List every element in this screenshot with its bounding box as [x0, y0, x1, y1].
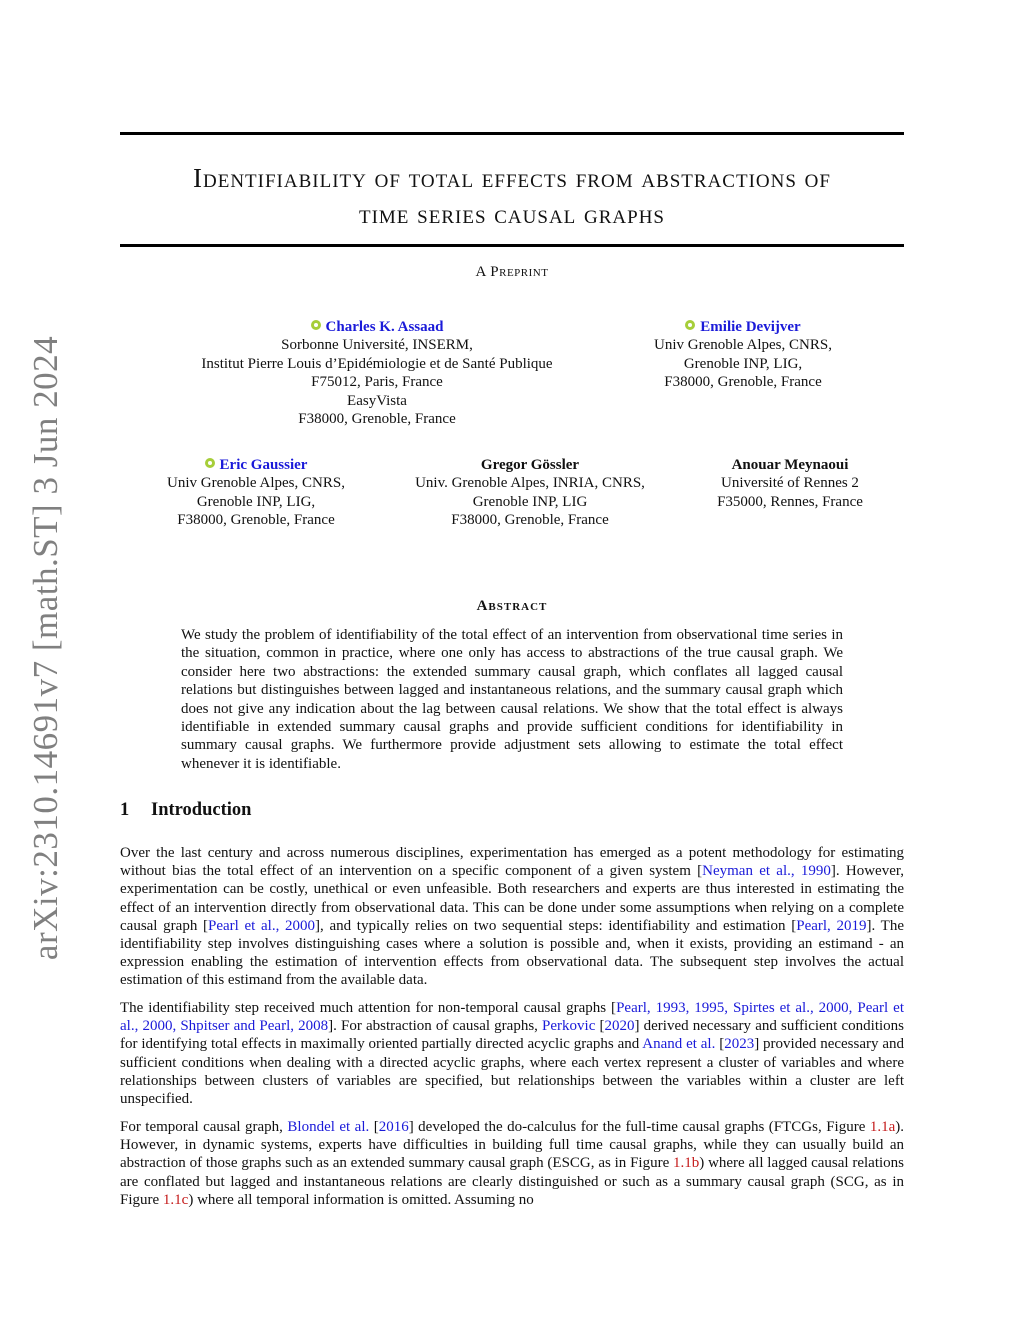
author-name-link[interactable]: Emilie Devijver	[700, 319, 801, 335]
affiliation-line: Univ. Grenoble Alpes, INRIA, CNRS,	[415, 475, 645, 492]
title-top-rule	[120, 132, 904, 135]
author-block-meynaoui	[690, 456, 890, 511]
paper-title-line-2: time series causal graphs	[358, 199, 665, 229]
paragraph-text: ]. The identifiability step involves distinguishing cases where a solution is possible and, when it exists, providing an estimand - an expression enabling the estimation of intervention effects from observational data. The subsequent step involves the actual estimation of this estimand from the available data.	[120, 917, 904, 989]
affiliation-line: F35000, Rennes, France	[717, 493, 863, 510]
section-heading-introduction	[120, 800, 251, 821]
citation-link[interactable]: 2020	[604, 1018, 635, 1035]
orcid-icon[interactable]	[311, 320, 321, 330]
paper-title	[120, 160, 904, 232]
citation-link[interactable]: 2023	[724, 1036, 755, 1053]
intro-paragraph-2	[120, 999, 904, 1108]
paragraph-text: [	[369, 1119, 379, 1135]
citation-link[interactable]: 2016	[378, 1119, 409, 1135]
citation-link[interactable]: Perkovic	[542, 1018, 596, 1035]
author-block-assaad	[176, 318, 578, 428]
paper-title-line-1: Identifiability of total effects from abstractions of	[193, 163, 831, 193]
figure-reference-link[interactable]: 1.1a	[869, 1119, 896, 1135]
figure-reference-link[interactable]: 1.1b	[673, 1155, 700, 1172]
affiliation-line: Institut Pierre Louis d’Epidémiologie et de Santé Publique	[201, 355, 553, 372]
paragraph-text: Over the last century and across numerous disciplines, experimentation has emerged as a potent methodology for estimating without bias the total effect of an intervention on a specific component of a given system [	[120, 845, 904, 880]
paragraph-text: ] developed the do-calculus for the full-time causal graphs (FTCGs, Figure	[408, 1119, 870, 1135]
preprint-label: A Preprint	[475, 264, 549, 280]
paragraph-text: ). However, in dynamic systems, experts have difficulties in building full time causal graphs, while they can usually build an abstraction of those graphs such as an extended summary causal graph (ESCG, as in Figure	[120, 1119, 904, 1172]
author-block-devijver	[632, 318, 854, 392]
orcid-icon[interactable]	[205, 458, 215, 468]
citation-link[interactable]: Blondel et al.	[287, 1119, 370, 1135]
affiliation-line: Univ Grenoble Alpes, CNRS,	[654, 337, 832, 354]
paragraph-text: ]. However, experimentation can be costly, unethical or even unfeasible. Both researchers and experts are thus interested in estimating the effect of an intervention directly from observational data. This can be done under some assumptions when relying on a complete causal graph [	[120, 863, 904, 934]
author-name-link[interactable]: Eric Gaussier	[219, 457, 308, 473]
citation-link[interactable]: Pearl, 1993, 1995, Spirtes et al., 2000, Pearl et al., 2000, Shpitser and Pearl, 2008	[120, 1000, 904, 1035]
affiliation-line: Grenoble INP, LIG	[472, 493, 588, 510]
intro-paragraph-3	[120, 1118, 904, 1209]
affiliation-line: F38000, Grenoble, France	[177, 512, 335, 529]
citation-link[interactable]: Pearl, 2019	[796, 917, 867, 934]
abstract-heading: Abstract	[476, 598, 548, 614]
affiliation-line: Univ Grenoble Alpes, CNRS,	[167, 475, 345, 492]
figure-reference-link[interactable]: 1.1c	[162, 1191, 189, 1208]
citation-link[interactable]: Pearl et al., 2000	[208, 917, 316, 934]
section-title: Introduction	[151, 800, 252, 820]
affiliation-line: F38000, Grenoble, France	[451, 512, 609, 529]
author-block-gossler	[390, 456, 670, 530]
author-name-link[interactable]: Charles K. Assaad	[325, 319, 444, 335]
title-bottom-rule	[120, 244, 904, 247]
affiliation-line: Sorbonne Université, INSERM,	[281, 337, 473, 354]
author-name: Gregor Gössler	[480, 457, 580, 473]
paragraph-text: ) where all lagged causal relations are conflated but lagged and instantaneous relations are clearly distinguished or such as a summary causal graph (SCG, as in Figure	[120, 1155, 904, 1208]
author-block-gaussier	[146, 456, 366, 530]
affiliation-line: Grenoble INP, LIG,	[196, 493, 316, 510]
abstract-text: We study the problem of identifiability of the total effect of an intervention from observational time series in the situation, common in practice, where one only has access to abstractions of the true causal graph. We consider here two abstractions: the extended summary causal graph, which conflates all lagged causal relations but distinguishes between lagged and instantaneous relations, and the summary causal graph which does not give any indication about the lag between causal relations. We show that the total effect is always identifiable in extended summary causal graphs and provide sufficient conditions for identifiability in summary causal graphs. We furthermore provide adjustment sets allowing to estimate the total effect whenever it is identifiable.	[181, 627, 843, 772]
affiliation-line: F38000, Grenoble, France	[664, 374, 822, 391]
paragraph-text: ], and typically relies on two sequential steps: identifiability and estimation [	[315, 917, 797, 934]
paragraph-text: ) where all temporal information is omitted. Assuming no	[188, 1191, 534, 1208]
affiliation-line: F75012, Paris, France	[311, 374, 443, 391]
affiliation-line: Université of Rennes 2	[721, 475, 859, 492]
affiliation-line: Grenoble INP, LIG,	[683, 355, 803, 372]
intro-paragraph-1	[120, 844, 904, 990]
citation-link[interactable]: Anand et al.	[642, 1036, 716, 1053]
paragraph-text: For temporal causal graph,	[120, 1119, 288, 1135]
arxiv-identifier-stamp: arXiv:2310.14691v7 [math.ST] 3 Jun 2024	[26, 335, 65, 961]
affiliation-line: F38000, Grenoble, France	[298, 411, 456, 428]
author-name: Anouar Meynaoui	[731, 457, 849, 473]
affiliation-line: EasyVista	[347, 392, 407, 409]
paragraph-text: ] derived necessary and sufficient conditions for identifying total effects in maximally oriented partially directed acyclic graphs and	[120, 1018, 904, 1053]
paragraph-text: ]. For abstraction of causal graphs,	[328, 1018, 543, 1035]
orcid-icon[interactable]	[685, 320, 695, 330]
paragraph-text: [	[715, 1036, 725, 1053]
citation-link[interactable]: Neyman et al., 1990	[702, 863, 831, 880]
paragraph-text: [	[595, 1018, 605, 1035]
section-number: 1	[120, 800, 130, 820]
paragraph-text: The identifiability step received much attention for non-temporal causal graphs [	[120, 1000, 617, 1016]
paragraph-text: ] provided necessary and sufficient conditions when dealing with a directed acyclic graphs, where each vertex represent a cluster of variables and where relationships between clusters of variables are specified, but relationships between the variables within a cluster are left unspecified.	[120, 1036, 904, 1108]
